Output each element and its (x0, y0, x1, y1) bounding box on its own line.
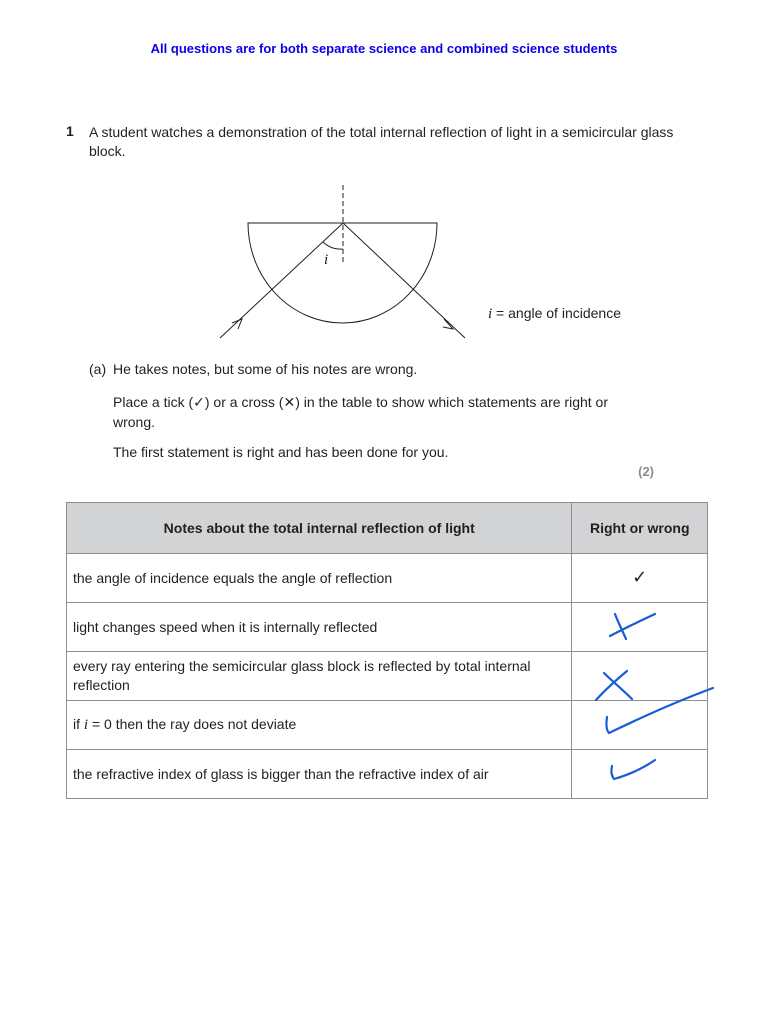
part-a-note: The first statement is right and has been done for you. (113, 444, 449, 460)
statement-start: if (73, 716, 84, 732)
notes-table (66, 502, 708, 799)
cross-icon: ✕ (283, 395, 296, 411)
marks-label: (2) (638, 464, 654, 479)
caption-text: = angle of incidence (492, 305, 621, 321)
table-header-row (67, 503, 708, 554)
statement-cell: every ray entering the semicircular glass block is reflected by total internal reflection (67, 652, 572, 701)
glass-block-outline (248, 223, 437, 323)
statement-cell: the refractive index of glass is bigger than the refractive index of air (67, 750, 572, 799)
statement-symbol: i (83, 717, 89, 733)
answer-cell[interactable] (572, 750, 708, 799)
incident-ray (220, 223, 343, 338)
angle-label: i (324, 252, 329, 268)
angle-arc (323, 242, 343, 249)
printed-tick-icon: ✓ (632, 567, 648, 588)
statement-cell (67, 701, 572, 750)
statement-end: = 0 then the ray does not deviate (88, 716, 297, 732)
statement-cell: the angle of incidence equals the angle of reflection (67, 554, 572, 603)
header-notes: Notes about the total internal reflection of light (67, 503, 572, 554)
reflected-ray (343, 223, 465, 338)
instructions-banner: All questions are for both separate science and combined science students (150, 41, 618, 56)
tick-icon: ✓ (193, 395, 205, 411)
instruction-start: Place a tick ( (113, 394, 194, 410)
header-right-or-wrong: Right or wrong (572, 503, 708, 554)
table-row (67, 652, 708, 701)
table-row (67, 750, 708, 799)
diagram-caption (488, 304, 621, 324)
table-row (67, 603, 708, 652)
question-number: 1 (66, 123, 74, 139)
answer-cell[interactable] (572, 554, 708, 603)
instruction-middle: ) or a cross ( (204, 394, 284, 410)
part-a-label: (a) (89, 361, 107, 377)
reflected-arrow-icon (443, 319, 453, 329)
instruction-end: ) in the table to show which statements are right or wrong. (113, 394, 609, 430)
table-row (67, 554, 708, 603)
answer-cell[interactable] (572, 652, 708, 701)
part-a-text: He takes notes, but some of his notes are wrong. (113, 361, 418, 377)
incident-arrow-icon (232, 319, 242, 329)
answer-cell[interactable] (572, 603, 708, 652)
question-text: A student watches a demonstration of the total internal reflection of light in a semicircular glass block. (89, 124, 674, 159)
answer-cell[interactable] (572, 701, 708, 750)
part-a-instruction (113, 393, 633, 432)
table-row (67, 701, 708, 750)
caption-symbol: i (488, 306, 493, 322)
statement-cell: light changes speed when it is internally reflected (67, 603, 572, 652)
